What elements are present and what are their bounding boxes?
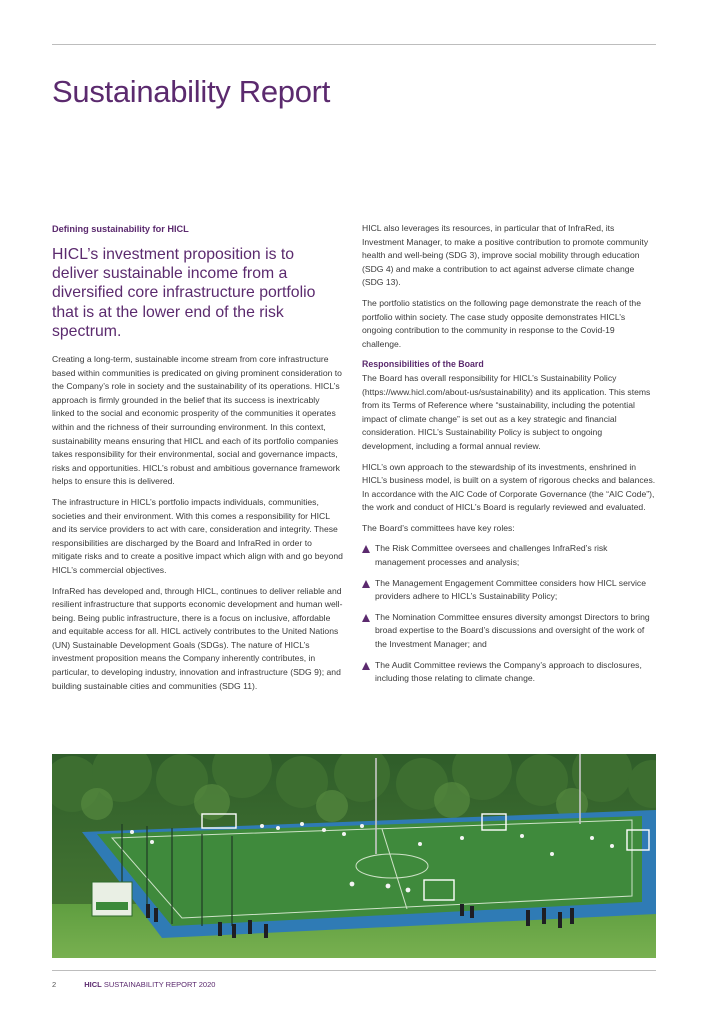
body-paragraph: The Board has overall responsibility for HICL’s Sustainability Policy (https://www.hicl.com/about-us/sustainability) and its application. This stems from its Terms of Reference where “sustainability, including the potential impact of climate change” is set out as a key strategic and financial consideration. HICL’s Sustainability Policy is subject to ongoing development, including a formal annual review.: [362, 372, 651, 451]
triangle-bullet-icon: [362, 580, 370, 588]
body-paragraph: The portfolio statistics on the following page demonstrate the reach of the portfolio within society. The case study opposite demonstrates HICL’s ongoing contribution to the community in response to the Covid-19 challenge.: [362, 297, 641, 349]
sports-pitch-photo: [52, 754, 656, 958]
page-number: 2: [52, 980, 57, 989]
triangle-bullet-icon: [362, 662, 370, 670]
page-title: Sustainability Report: [52, 74, 331, 109]
triangle-bullet-icon: [362, 545, 370, 553]
list-item-text: The Nomination Committee ensures diversity amongst Directors to bring broad expertise to the Board’s discussions and oversight of the work of the Investment Manager; and: [375, 611, 650, 650]
bottom-rule: [52, 970, 656, 971]
left-column: [52, 222, 344, 700]
list-item: [362, 611, 656, 652]
footer-brand: HICL: [84, 980, 102, 989]
body-paragraph: The infrastructure in HICL’s portfolio impacts individuals, communities, societies and their environment. With this comes a responsibility for HICL and its service providers to act with care, consideration and integrity. These responsibilities are discharged by the Board and InfraRed in order to mitigate risks and to create a positive impact which align with and go beyond HICL’s commercial objectives.: [52, 496, 343, 575]
list-item-text: The Management Engagement Committee considers how HICL service providers adhere to HICL’s Sustainability Policy;: [375, 577, 646, 602]
list-item: [362, 577, 656, 604]
body-paragraph: InfraRed has developed and, through HICL, continues to deliver reliable and resilient infrastructure that supports economic development and human well-being. Being public infrastructure, there is a focus on inclusive, affordable and equitable access for all. HICL actively contributes to the United Nations (UN) Sustainable Development Goals (SDGs). The nature of HICL’s investment proposition means the Company inherently contributes, in particular, to developing industry, innovation and infrastructure (SDG 9); and building sustainable cities and communities (SDG 11).: [52, 585, 343, 691]
page-footer: [52, 980, 215, 989]
body-paragraph: The Board’s committees have key roles:: [362, 522, 515, 533]
lead-statement: HICL’s investment proposition is to deliver sustainable income from a diversified core infrastructure portfolio that is at the lower end of the risk spectrum.: [52, 246, 316, 340]
body-paragraph: Creating a long-term, sustainable income stream from core infrastructure based within communities is predicated on giving prominent consideration to the Company’s role in society and the sustainability of its operations. HICL’s approach is firmly grounded in the belief that its success is inextricably linked to the social and economic prosperity of the communities it operates within and the richness of their surrounding environment. In this context, sustainability means ensuring that HICL and each of its portfolio companies takes responsibility for their environmental, social and governance impacts, risks and opportunities. HICL’s robust and ambitious governance framework helps to ensure this is delivered.: [52, 354, 342, 487]
section-subheading: Defining sustainability for HICL: [52, 224, 189, 234]
board-responsibilities-heading: Responsibilities of the Board: [362, 359, 484, 370]
list-item: [362, 542, 656, 569]
committee-roles-list: [362, 542, 656, 685]
list-item-text: The Audit Committee reviews the Company’s approach to disclosures, including those relating to climate change.: [375, 659, 642, 684]
footer-report-name: SUSTAINABILITY REPORT 2020: [103, 980, 216, 989]
right-column: [362, 222, 656, 693]
body-paragraph: HICL also leverages its resources, in particular that of InfraRed, its Investment Manager, to make a positive contribution to promote community health and well-being (SDG 3), improve social mobility through education (SDG 4) and make a contribution to act against adverse climate change (SDG 13).: [362, 223, 649, 288]
top-rule: [52, 44, 656, 45]
triangle-bullet-icon: [362, 614, 370, 622]
list-item: [362, 659, 656, 686]
list-item-text: The Risk Committee oversees and challenges InfraRed’s risk management processes and analysis;: [375, 543, 608, 568]
body-paragraph: HICL’s own approach to the stewardship of its investments, enshrined in HICL’s business model, is built on a system of rigorous checks and balances. In accordance with the AIC Code of Corporate Governance (the “AIC Code”), the work and conduct of HICL’s Board is regularly reviewed and evaluated.: [362, 461, 656, 513]
